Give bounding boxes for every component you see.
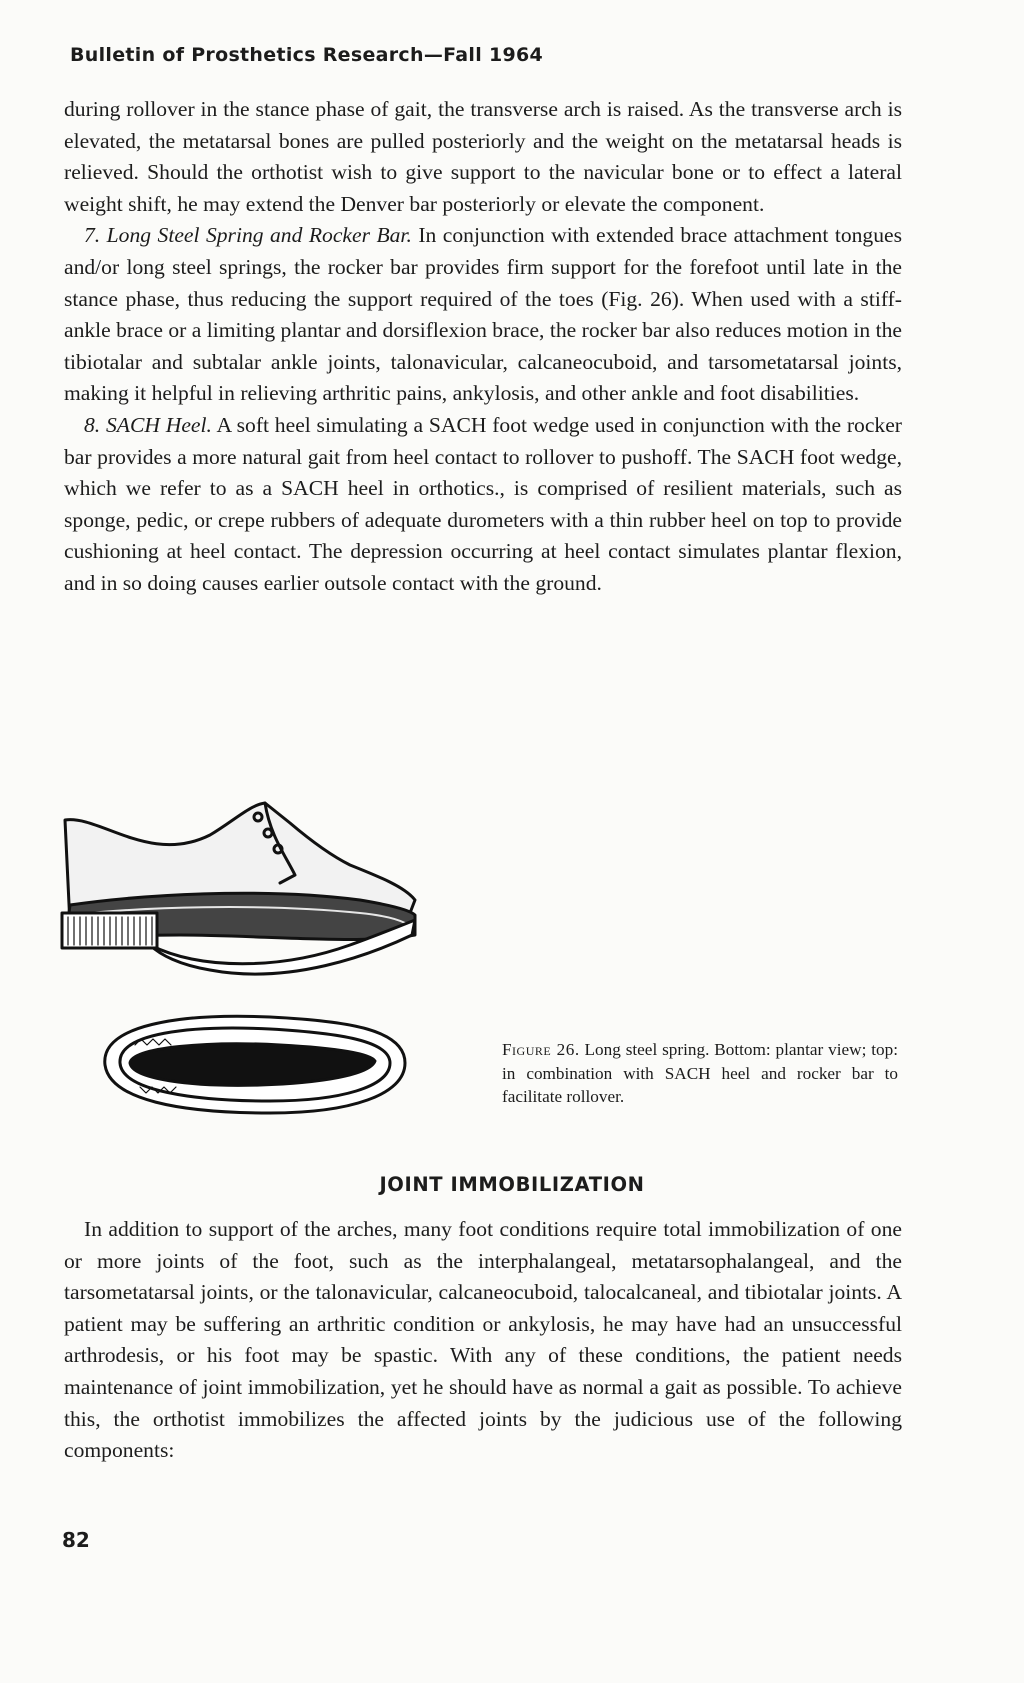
figure-26-illustration <box>60 795 500 1145</box>
paragraph-continued <box>64 94 902 220</box>
paragraph-rocker-bar <box>64 220 902 410</box>
paragraph-text: during rollover in the stance phase of gait, the transverse arch is raised. As the transverse arch is elevated, the metatarsal bones are pulled posteriorly and the weight on the metatarsal heads is relieved. Should the orthotist wish to give support to the navicular bone or to effect a lateral weight shift, he may extend the Denver bar posteriorly or elevate the component. <box>64 97 902 216</box>
paragraph-sach-heel <box>64 410 902 600</box>
body-text-bottom <box>64 1214 902 1467</box>
running-head: Bulletin of Prosthetics Research—Fall 1964 <box>70 44 544 66</box>
paragraph-lead: 8. SACH Heel. <box>84 412 212 437</box>
paragraph-joint-immobilization: In addition to support of the arches, many foot conditions require total immobilization of one or more joints of the foot, such as the interphalangeal, metatarsophalangeal, and the tarsometatarsal joints, or the talonavicular, calcaneocuboid, talocalcaneal, and tibiotalar joints. A patient may be suffering an arthritic condition or ankylosis, he may have had an unsuccessful arthrodesis, or his foot may be spastic. With any of these conditions, the patient needs maintenance of joint immobilization, yet he should have as normal a gait as possible. To achieve this, the orthotist immobilizes the affected joints by the judicious use of the following components: <box>64 1217 902 1463</box>
section-heading: JOINT IMMOBILIZATION <box>379 1173 645 1196</box>
page-number: 82 <box>62 1528 90 1552</box>
shoe-drawing <box>60 795 500 1145</box>
paragraph-text: A soft heel simulating a SACH foot wedge used in conjunction with the rocker bar provides a more natural gait from heel contact to rollover to pushoff. The SACH foot wedge, which we refer to as a SACH heel in orthotics., is comprised of resilient materials, such as sponge, pedic, or crepe rubbers of adequate durometers with a thin rubber heel on top to provide cushioning at heel contact. The depression occurring at heel contact simulates plantar flexion, and in so doing causes earlier outsole contact with the ground. <box>64 412 902 595</box>
paragraph-text: In conjunction with extended brace attachment tongues and/or long steel springs, the rocker bar provides firm support for the forefoot until late in the stance phase, thus reducing the support required of the toes (Fig. 26). When used with a stiff-ankle brace or a limiting plantar and dorsiflexion brace, the rocker bar also reduces motion in the tibiotalar and subtalar ankle joints, talonavicular, calcaneocuboid, and tarsometatarsal joints, making it helpful in relieving arthritic pains, ankylosis, and other ankle and foot disabilities. <box>64 223 902 406</box>
body-text-top <box>64 94 902 600</box>
paragraph-lead: 7. Long Steel Spring and Rocker Bar. <box>84 223 412 248</box>
figure-caption <box>502 1038 898 1109</box>
figure-caption-text: Long steel spring. Bottom: plantar view; top: in combination with SACH heel and rocker bar to facilitate rollover. <box>502 1040 898 1106</box>
figure-label: Figure 26. <box>502 1040 580 1059</box>
